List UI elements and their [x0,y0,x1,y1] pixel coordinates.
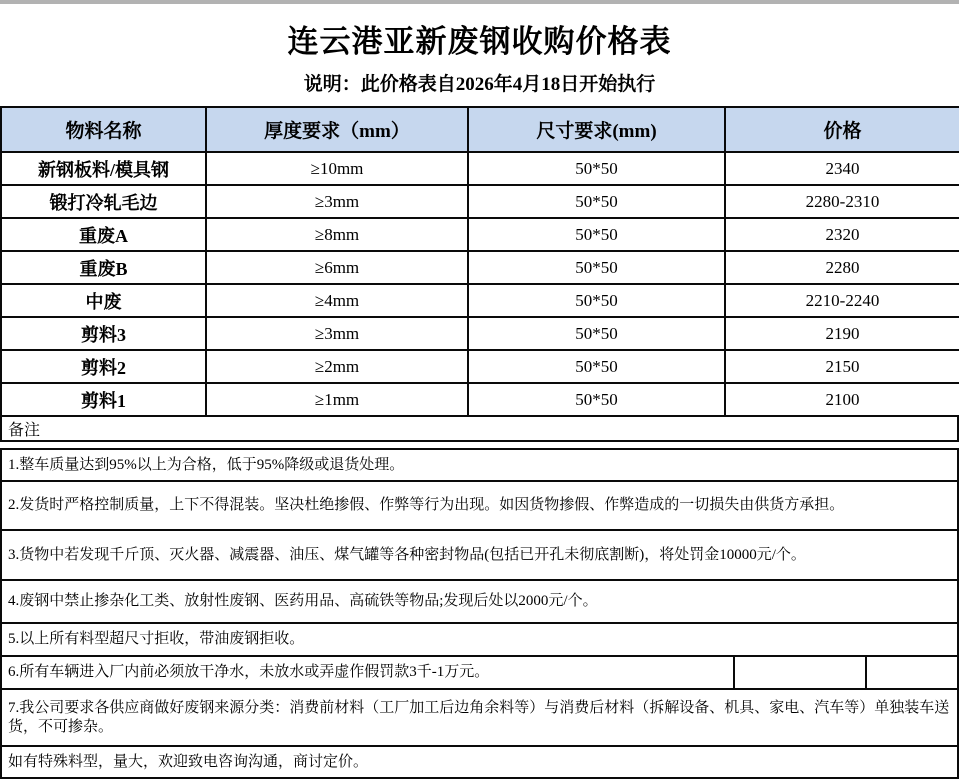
table-row [1,284,959,317]
price-cell: 2210-2240 [725,284,959,317]
page-title: 连云港亚新废钢收购价格表 [287,24,672,59]
price-cell: 2320 [725,218,959,251]
table-row [1,350,959,383]
price-table [0,106,959,417]
price-table-header-row [1,107,959,152]
empty-cell [733,657,865,688]
note-row [0,655,959,690]
material-cell: 剪料1 [1,383,206,416]
note-text: 5.以上所有料型超尺寸拒收，带油废钢拒收。 [8,631,305,647]
material-cell: 重废B [1,251,206,284]
price-cell: 2340 [725,152,959,185]
notes-section [0,415,959,779]
material-cell: 中废 [1,284,206,317]
note-row [0,622,959,657]
note-row [0,745,959,779]
note-row [0,448,959,482]
top-strip-divider [0,0,959,4]
note-text: 1.整车质量达到95%以上为合格，低于95%降级或退货处理。 [8,456,405,473]
note-row [0,529,959,581]
thickness-cell: ≥1mm [206,383,468,416]
note-text: 2.发货时严格控制质量，上下不得混装。坚决杜绝掺假、作弊等行为出现。如因货物掺假、作弊造成的一切损失由供货方承担。 [8,497,845,513]
size-cell: 50*50 [468,218,725,251]
size-cell: 50*50 [468,350,725,383]
note-text: 如有特殊料型，量大，欢迎致电咨询沟通，商讨定价。 [8,753,369,770]
note-row [0,579,959,624]
material-cell: 剪料2 [1,350,206,383]
thickness-cell: ≥3mm [206,317,468,350]
size-cell: 50*50 [468,284,725,317]
thickness-cell: ≥3mm [206,185,468,218]
size-cell: 50*50 [468,251,725,284]
price-cell: 2280-2310 [725,185,959,218]
table-row [1,317,959,350]
note-text: 6.所有车辆进入厂内前必须放干净水，未放水或弄虚作假罚款3千-1万元。 [8,664,490,680]
table-row [1,218,959,251]
notes-header: 备注 [0,415,959,442]
thickness-cell: ≥2mm [206,350,468,383]
note-text: 4.废钢中禁止掺杂化工类、放射性废钢、医药用品、高硫铁等物品;发现后处以2000元/个。 [8,593,598,609]
note-text: 7.我公司要求各供应商做好废钢来源分类：消费前材料（工厂加工后边角余料等）与消费后材料（拆解设备、机具、家电、汽车等）单独装车送货，不可掺杂。 [8,699,950,735]
empty-cell [865,657,957,688]
thickness-cell: ≥6mm [206,251,468,284]
table-row [1,251,959,284]
header-cell-material: 物料名称 [1,107,206,152]
price-cell: 2190 [725,317,959,350]
table-row [1,383,959,416]
notes-list [0,448,959,779]
table-row [1,152,959,185]
size-cell: 50*50 [468,317,725,350]
material-cell: 锻打冷轧毛边 [1,185,206,218]
note-text: 3.货物中若发现千斤顶、灭火器、减震器、油压、煤气罐等各种密封物品(包括已开孔未彻底割断)，将处罚金10000元/个。 [8,546,806,563]
price-cell: 2100 [725,383,959,416]
table-row [1,185,959,218]
price-cell: 2150 [725,350,959,383]
page-subtitle: 说明：此价格表自2026年4月18日开始执行 [303,74,656,95]
material-cell: 剪料3 [1,317,206,350]
header-cell-price: 价格 [725,107,959,152]
header-cell-size: 尺寸要求(mm) [468,107,725,152]
size-cell: 50*50 [468,383,725,416]
size-cell: 50*50 [468,152,725,185]
thickness-cell: ≥10mm [206,152,468,185]
note-row [0,480,959,531]
price-table-body [1,152,959,416]
size-cell: 50*50 [468,185,725,218]
thickness-cell: ≥4mm [206,284,468,317]
header-cell-thickness: 厚度要求（mm） [206,107,468,152]
note-row [0,688,959,747]
material-cell: 新钢板料/模具钢 [1,152,206,185]
material-cell: 重废A [1,218,206,251]
price-cell: 2280 [725,251,959,284]
thickness-cell: ≥8mm [206,218,468,251]
